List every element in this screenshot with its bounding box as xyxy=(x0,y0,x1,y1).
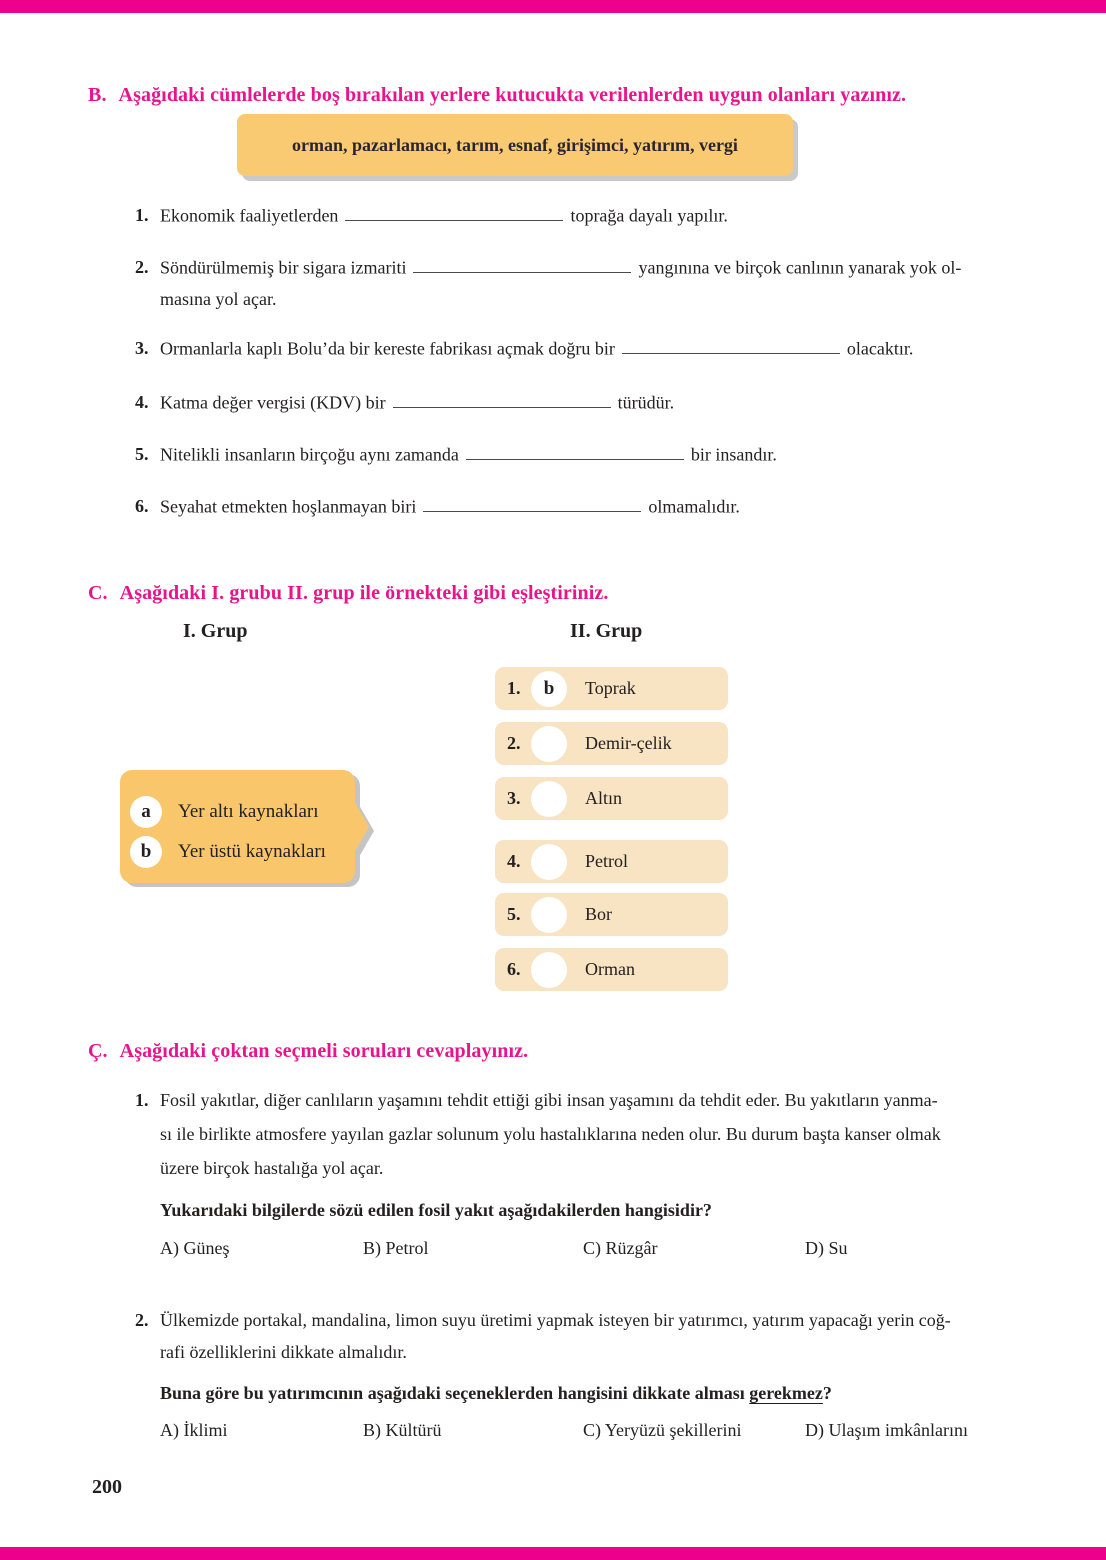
answer-circle[interactable] xyxy=(531,781,567,817)
group1-item-a xyxy=(130,796,319,828)
fill-blank-item-2 xyxy=(135,257,961,278)
section-c-heading xyxy=(88,582,609,605)
question2-line1: Ülkemizde portakal, mandalina, limon suyu üretimi yapmak isteyen bir yatırımcı, yatırım yapacağı yerin coğ- xyxy=(160,1310,951,1330)
group1-label: Yer üstü kaynakları xyxy=(178,841,326,862)
match-label: Demir-çelik xyxy=(585,733,672,753)
item-number: 1. xyxy=(135,205,149,226)
blank-line[interactable] xyxy=(345,205,563,221)
match-row-6 xyxy=(495,948,728,991)
section-b-heading xyxy=(88,84,906,107)
item-number: 3. xyxy=(135,338,149,359)
question1-option-d[interactable]: D) Su xyxy=(805,1238,848,1258)
question2-option-b[interactable]: B) Kültürü xyxy=(363,1420,442,1440)
blank-line[interactable] xyxy=(423,496,641,512)
match-row-3 xyxy=(495,777,728,820)
section-c-title: Aşağıdaki I. grubu II. grup ile örnekteki gibi eşleştiriniz. xyxy=(119,582,609,604)
group1-label: Yer altı kaynakları xyxy=(178,801,319,822)
letter-circle-b: b xyxy=(130,836,162,868)
match-label: Toprak xyxy=(585,678,636,698)
question2-prompt-after: ? xyxy=(822,1383,832,1403)
item-text-before: Ormanlarla kaplı Bolu’da bir kereste fabrikası açmak doğru bir xyxy=(160,338,615,359)
question2-option-d[interactable]: D) Ulaşım imkânlarını xyxy=(805,1420,968,1440)
group1-box xyxy=(120,770,355,883)
bottom-accent-bar xyxy=(0,1547,1106,1560)
question1-option-c[interactable]: C) Rüzgâr xyxy=(583,1238,658,1258)
question2-line2: rafi özelliklerini dikkate almalıdır. xyxy=(160,1342,407,1362)
match-number: 4. xyxy=(507,851,521,871)
word-bank-words: orman, pazarlamacı, tarım, esnaf, girişimci, yatırım, vergi xyxy=(292,134,738,155)
group1-item-b xyxy=(130,836,326,868)
item-text-after: olacaktır. xyxy=(846,338,914,359)
group2-header: II. Grup xyxy=(570,620,643,642)
question1-line3: üzere birçok hastalığa yol açar. xyxy=(160,1158,384,1178)
question2-option-c[interactable]: C) Yeryüzü şekillerini xyxy=(583,1420,742,1440)
word-bank-box xyxy=(237,114,793,176)
match-row-5 xyxy=(495,893,728,936)
match-label: Petrol xyxy=(585,851,628,871)
fill-blank-item-4 xyxy=(135,392,674,413)
answer-circle[interactable] xyxy=(531,844,567,880)
section-cc-title: Aşağıdaki çoktan seçmeli soruları cevaplayınız. xyxy=(119,1040,529,1062)
match-row-4 xyxy=(495,840,728,883)
item-text-after: yangınına ve birçok canlının yanarak yok ol- xyxy=(638,257,962,278)
match-number: 1. xyxy=(507,678,521,698)
item-text-before: Nitelikli insanların birçoğu aynı zamanda xyxy=(160,444,459,465)
answer-circle[interactable] xyxy=(531,726,567,762)
item-text-after: olmamalıdır. xyxy=(648,496,740,517)
fill-blank-item-2-line2: masına yol açar. xyxy=(160,289,277,309)
answer-circle[interactable] xyxy=(531,952,567,988)
item-number: 5. xyxy=(135,444,149,465)
section-cc-letter: Ç. xyxy=(88,1040,108,1062)
section-c-letter: C. xyxy=(88,582,108,604)
question1-options xyxy=(160,1238,1070,1259)
question1-prompt: Yukarıdaki bilgilerde sözü edilen fosil yakıt aşağıdakilerden hangisidir? xyxy=(160,1200,712,1220)
question1-option-b[interactable]: B) Petrol xyxy=(363,1238,429,1258)
match-number: 3. xyxy=(507,788,521,808)
question1-line1: Fosil yakıtlar, diğer canlıların yaşamını tehdit ettiği gibi insan yaşamını da tehdit eder. Bu yakıtların yanma- xyxy=(160,1090,938,1110)
match-label: Altın xyxy=(585,788,623,808)
fill-blank-item-3 xyxy=(135,338,913,359)
question1-option-a[interactable]: A) Güneş xyxy=(160,1238,230,1258)
match-row-2 xyxy=(495,722,728,765)
fill-blank-item-5 xyxy=(135,444,777,465)
blank-line[interactable] xyxy=(466,444,684,460)
group1-header: I. Grup xyxy=(183,620,248,642)
section-cc-heading xyxy=(88,1040,528,1063)
match-number: 2. xyxy=(507,733,521,753)
match-label: Bor xyxy=(585,904,612,924)
item-text-before: Ekonomik faaliyetlerden xyxy=(160,205,339,226)
match-number: 6. xyxy=(507,959,521,979)
question2-prompt-before: Buna göre bu yatırımcının aşağıdaki seçeneklerden hangisini dikkate alması xyxy=(160,1383,750,1403)
item-number: 2. xyxy=(135,257,149,278)
item-text-after: türüdür. xyxy=(617,392,675,413)
match-row-1 xyxy=(495,667,728,710)
top-accent-bar xyxy=(0,0,1106,13)
item-text-after: bir insandır. xyxy=(690,444,777,465)
question2-options xyxy=(160,1420,1070,1441)
blank-line[interactable] xyxy=(393,392,611,408)
letter-circle-a: a xyxy=(130,796,162,828)
question1-number: 1. xyxy=(135,1090,149,1110)
item-text-before: Seyahat etmekten hoşlanmayan biri xyxy=(160,496,417,517)
question2-prompt-underlined: gerekmez xyxy=(749,1383,823,1403)
item-text-before: Söndürülmemiş bir sigara izmariti xyxy=(160,257,407,278)
item-text-after: toprağa dayalı yapılır. xyxy=(570,205,728,226)
item-text-before: Katma değer vergisi (KDV) bir xyxy=(160,392,386,413)
fill-blank-item-1 xyxy=(135,205,728,226)
match-number: 5. xyxy=(507,904,521,924)
fill-blank-item-6 xyxy=(135,496,740,517)
blank-line[interactable] xyxy=(622,338,840,354)
question1-line2: sı ile birlikte atmosfere yayılan gazlar solunum yolu hastalıklarına neden olur. Bu durum başta kanser olmak xyxy=(160,1124,941,1144)
question2-prompt xyxy=(160,1383,832,1404)
item-number: 4. xyxy=(135,392,149,413)
blank-line[interactable] xyxy=(413,257,631,273)
section-b-title: Aşağıdaki cümlelerde boş bırakılan yerlere kutucukta verilenlerden uygun olanları yazınız. xyxy=(118,84,907,106)
page-number: 200 xyxy=(92,1476,122,1498)
question2-number: 2. xyxy=(135,1310,149,1330)
section-b-letter: B. xyxy=(88,84,107,106)
answer-circle[interactable]: b xyxy=(531,671,567,707)
answer-circle[interactable] xyxy=(531,897,567,933)
question2-option-a[interactable]: A) İklimi xyxy=(160,1420,228,1440)
match-label: Orman xyxy=(585,959,635,979)
item-number: 6. xyxy=(135,496,149,517)
